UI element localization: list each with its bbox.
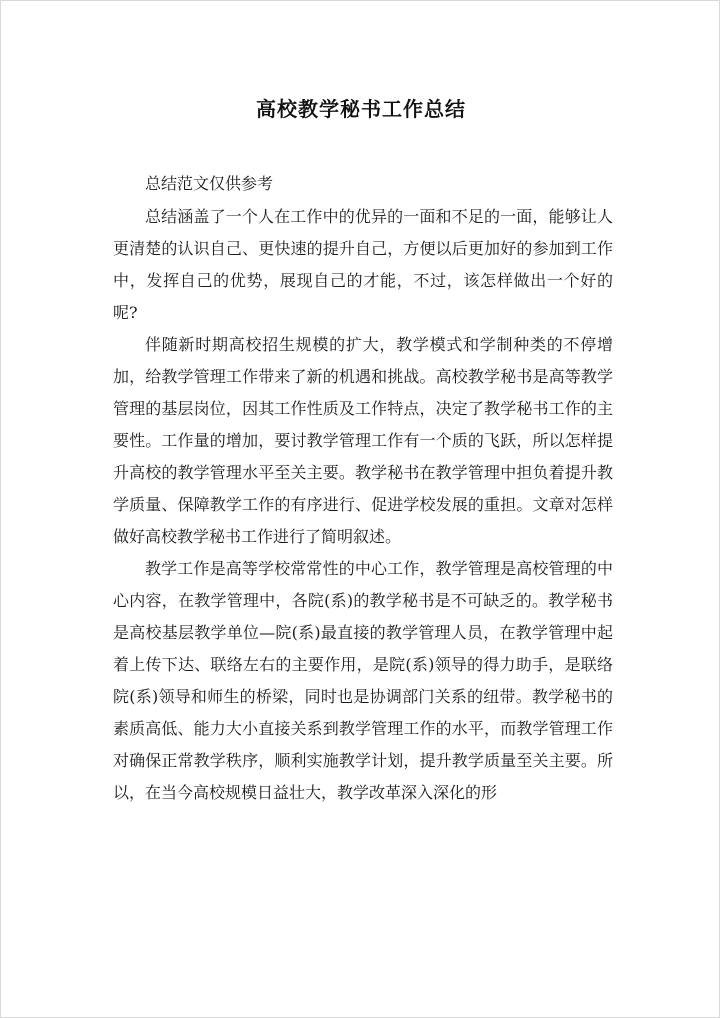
- document-body: [113, 201, 613, 809]
- paragraph-role: 教学工作是高等学校常常性的中心工作，教学管理是高校管理的中心内容，在教学管理中，各院(系)的教学秘书是不可缺乏的。教学秘书是高校基层教学单位—院(系)最直接的教学管理人员，在教学管理中起着上传下达、联络左右的主要作用，是院(系)领导的得力助手，是联络院(系)领导和师生的桥梁，同时也是协调部门关系的纽带。教学秘书的素质高低、能力大小直接关系到教学管理工作的水平，而教学管理工作对确保正常教学秩序，顺利实施教学计划，提升教学质量至关主要。所以，在当今高校规模日益壮大，教学改革深入深化的形: [113, 559, 613, 802]
- paragraph-intro: 总结涵盖了一个人在工作中的优异的一面和不足的一面，能够让人更清楚的认识自己、更快速的提升自己，方便以后更加好的参加到工作中，发挥自己的优势，展现自己的才能，不过，该怎样做出一个好的呢?: [113, 207, 613, 322]
- document-subtitle: 总结范文仅供参考: [145, 174, 274, 193]
- document-title: 高校教学秘书工作总结: [256, 97, 466, 121]
- paragraph-background: 伴随新时期高校招生规模的扩大，教学模式和学制种类的不停增加，给教学管理工作带来了新的机遇和挑战。高校教学秘书是高等教学管理的基层岗位，因其工作性质及工作特点，决定了教学秘书工作的主要性。工作量的增加，要讨教学管理工作有一个质的飞跃，所以怎样提升高校的教学管理水平至关主要。教学秘书在教学管理中担负着提升教学质量、保障教学工作的有序进行、促进学校发展的重担。文章对怎样做好高校教学秘书工作进行了简明叙述。: [113, 335, 613, 546]
